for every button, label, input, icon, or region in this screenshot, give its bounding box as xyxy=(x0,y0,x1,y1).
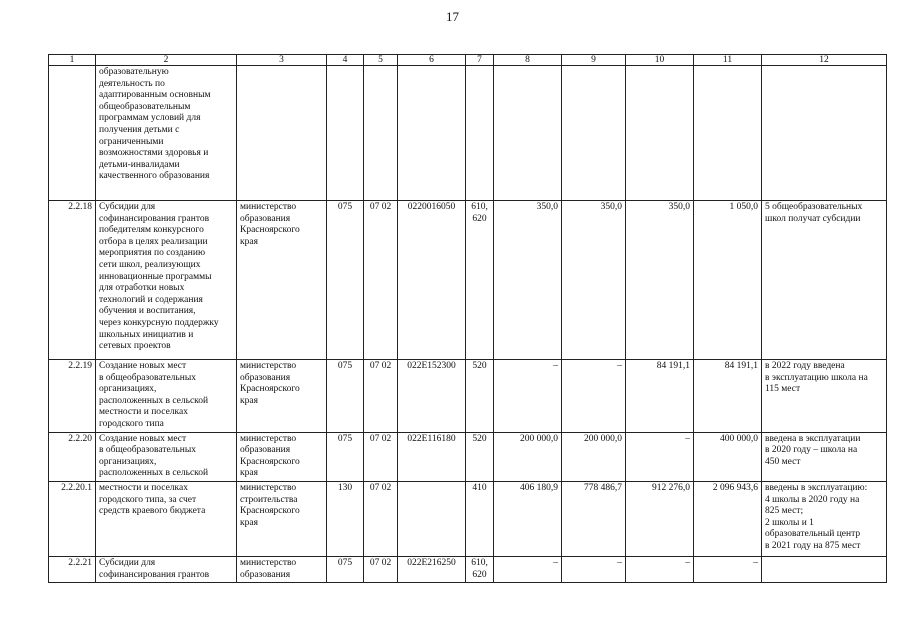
measure-name-line: организациях, xyxy=(99,384,157,395)
grbs-code: 075 xyxy=(327,432,364,481)
measure-name-line: образовательную xyxy=(99,67,169,77)
responsible-agency xyxy=(237,360,327,433)
expense-type-code xyxy=(466,481,494,556)
column-number-12: 12 xyxy=(762,55,887,66)
measure-name-line: обучения и воспитания, xyxy=(99,306,196,317)
amount-year-3: 84 191,1 xyxy=(626,360,694,433)
column-number-1: 1 xyxy=(49,55,96,66)
measure-name-line: местности и поселках xyxy=(99,407,188,418)
expense-type-code-line: 520 xyxy=(472,433,487,444)
section-code: 07 02 xyxy=(364,556,398,582)
grbs-code xyxy=(327,66,364,201)
amount-total: 84 191,1 xyxy=(694,360,762,433)
grbs-code: 075 xyxy=(327,556,364,582)
measure-name-line: софинансирования грантов xyxy=(99,569,210,580)
expense-type-code-line: 410 xyxy=(472,482,487,493)
measure-name-line: детьми-инвалидами xyxy=(99,159,180,170)
expected-result-line: 450 мест xyxy=(765,456,801,467)
target-article-code xyxy=(398,66,466,201)
expected-result xyxy=(762,432,887,481)
column-number-9: 9 xyxy=(562,55,626,66)
amount-year-2 xyxy=(562,66,626,201)
section-code: 07 02 xyxy=(364,360,398,433)
expected-result-line: 825 мест; xyxy=(765,506,804,517)
expense-type-code-line: 520 xyxy=(472,361,487,371)
measure-name-line: общеобразовательным xyxy=(99,101,191,112)
measure-name-line: в общеобразовательных xyxy=(99,445,196,456)
expected-result xyxy=(762,481,887,556)
row-number xyxy=(49,66,96,201)
responsible-agency-line: министерство xyxy=(240,202,297,212)
amount-year-2: 778 486,7 xyxy=(562,481,626,556)
expense-type-code xyxy=(466,556,494,582)
measure-name-line: средств краевого бюджета xyxy=(99,506,206,517)
responsible-agency-line: Красноярского xyxy=(240,225,300,236)
amount-year-1: 200 000,0 xyxy=(494,432,562,481)
responsible-agency xyxy=(237,432,327,481)
measure-name-line: получения детьми с xyxy=(99,124,180,135)
table-row xyxy=(49,201,887,360)
measure-name xyxy=(96,432,237,481)
target-article-code: 022E152300 xyxy=(398,360,466,433)
column-number-8: 8 xyxy=(494,55,562,66)
measure-name-line: расположенных в сельской xyxy=(99,395,209,406)
measure-name-line: возможностями здоровья и xyxy=(99,148,209,159)
responsible-agency-line: образования xyxy=(240,213,291,224)
measure-name-line: Субсидии для xyxy=(99,202,156,212)
responsible-agency xyxy=(237,201,327,360)
amount-total xyxy=(694,66,762,201)
section-code: 07 02 xyxy=(364,481,398,556)
section-code xyxy=(364,66,398,201)
measure-name-line: для отработки новых xyxy=(99,283,185,294)
measure-name-line: в общеобразовательных xyxy=(99,372,196,383)
row-number: 2.2.21 xyxy=(49,556,96,582)
expected-result-line: введена в эксплуатации xyxy=(765,433,861,444)
grbs-code: 075 xyxy=(327,360,364,433)
measure-name-line: качественного образования xyxy=(99,171,210,182)
measure-name-line: победителям конкурсного xyxy=(99,225,204,236)
table-row xyxy=(49,556,887,582)
table-row xyxy=(49,66,887,201)
responsible-agency-line: края xyxy=(240,517,258,528)
expected-result-line: 4 школы в 2020 году на xyxy=(765,494,860,505)
measure-name xyxy=(96,481,237,556)
measure-name-line: софинансирования грантов xyxy=(99,213,210,224)
target-article-code: 0220016050 xyxy=(398,201,466,360)
amount-total: 1 050,0 xyxy=(694,201,762,360)
row-number: 2.2.20 xyxy=(49,432,96,481)
responsible-agency-line: министерство xyxy=(240,361,297,371)
responsible-agency-line: образования xyxy=(240,569,291,580)
amount-year-2: 200 000,0 xyxy=(562,432,626,481)
expected-result-line: введены в эксплуатацию: xyxy=(765,482,868,493)
measure-name-line: деятельность по xyxy=(99,78,165,89)
grbs-code: 075 xyxy=(327,201,364,360)
amount-year-3: – xyxy=(626,432,694,481)
measure-name-line: программам условий для xyxy=(99,113,201,124)
grbs-code: 130 xyxy=(327,481,364,556)
row-number: 2.2.19 xyxy=(49,360,96,433)
measure-name-line: отбора в целях реализации xyxy=(99,236,208,247)
page-number: 17 xyxy=(446,9,459,24)
amount-year-1 xyxy=(494,66,562,201)
expected-result-line: школ получат субсидии xyxy=(765,213,861,224)
expected-result-line: образовательный центр xyxy=(765,529,861,540)
amount-year-2: – xyxy=(562,360,626,433)
measure-name-line: сетевых проектов xyxy=(99,341,171,352)
expected-result xyxy=(762,360,887,433)
column-number-6: 6 xyxy=(398,55,466,66)
expected-result-line: в 2021 году на 875 мест xyxy=(765,540,861,551)
column-number-11: 11 xyxy=(694,55,762,66)
table-row xyxy=(49,481,887,556)
measure-name-line: городского типа xyxy=(99,418,164,429)
expense-type-code xyxy=(466,432,494,481)
target-article-code: 022E216250 xyxy=(398,556,466,582)
amount-year-2: 350,0 xyxy=(562,201,626,360)
expected-result xyxy=(762,66,887,201)
measure-name-line: организациях, xyxy=(99,456,157,467)
responsible-agency-line: образования xyxy=(240,445,291,456)
responsible-agency-line: Красноярского xyxy=(240,456,300,467)
responsible-agency-line: края xyxy=(240,236,258,247)
amount-year-1: 350,0 xyxy=(494,201,562,360)
amount-total: – xyxy=(694,556,762,582)
measure-name-line: Создание новых мест xyxy=(99,361,187,371)
responsible-agency xyxy=(237,481,327,556)
measure-name-line: Субсидии для xyxy=(99,557,156,568)
amount-year-1: – xyxy=(494,360,562,433)
measure-name-line: городского типа, за счет xyxy=(99,494,197,505)
amount-year-3 xyxy=(626,66,694,201)
measure-name-line: ограниченными xyxy=(99,136,164,147)
amount-year-2: – xyxy=(562,556,626,582)
row-number: 2.2.20.1 xyxy=(49,481,96,556)
amount-year-3: – xyxy=(626,556,694,582)
responsible-agency-line: министерство xyxy=(240,433,297,444)
measure-name xyxy=(96,556,237,582)
measure-name-line: сети школ, реализующих xyxy=(99,259,201,270)
header-row xyxy=(49,55,887,66)
column-number-3: 3 xyxy=(237,55,327,66)
responsible-agency-line: Красноярского xyxy=(240,384,300,395)
responsible-agency-line: края xyxy=(240,468,258,479)
responsible-agency-line: Красноярского xyxy=(240,506,300,517)
amount-year-3: 350,0 xyxy=(626,201,694,360)
expense-type-code-line: 620 xyxy=(472,213,487,224)
measure-name xyxy=(96,201,237,360)
expected-result-line: 5 общеобразовательных xyxy=(765,202,863,212)
column-number-7: 7 xyxy=(466,55,494,66)
responsible-agency-line: образования xyxy=(240,372,291,383)
amount-year-1: 406 180,9 xyxy=(494,481,562,556)
responsible-agency-line: министерство xyxy=(240,557,297,568)
responsible-agency-line: министерство xyxy=(240,482,297,493)
measure-name-line: инновационные программы xyxy=(99,271,212,282)
program-table xyxy=(48,54,887,583)
section-code: 07 02 xyxy=(364,201,398,360)
column-number-10: 10 xyxy=(626,55,694,66)
expected-result-line: в эксплуатацию школа на xyxy=(765,372,868,383)
measure-name-line: через конкурсную поддержку xyxy=(99,317,219,328)
responsible-agency xyxy=(237,66,327,201)
measure-name xyxy=(96,360,237,433)
expected-result-line: 115 мест xyxy=(765,384,801,395)
row-number: 2.2.18 xyxy=(49,201,96,360)
table-row xyxy=(49,360,887,433)
responsible-agency xyxy=(237,556,327,582)
expected-result-line: в 2022 году введена xyxy=(765,361,845,371)
expected-result xyxy=(762,556,887,582)
column-number-2: 2 xyxy=(96,55,237,66)
expense-type-code xyxy=(466,66,494,201)
expense-type-code-line: 610, xyxy=(471,557,488,568)
expense-type-code-line: 610, xyxy=(471,202,488,212)
measure-name-line: адаптированным основным xyxy=(99,90,211,101)
measure-name-line: Создание новых мест xyxy=(99,433,187,444)
amount-total: 400 000,0 xyxy=(694,432,762,481)
expected-result xyxy=(762,201,887,360)
expense-type-code-line: 620 xyxy=(472,569,487,580)
responsible-agency-line: края xyxy=(240,395,258,406)
amount-total: 2 096 943,6 xyxy=(694,481,762,556)
measure-name-line: расположенных в сельской xyxy=(99,468,209,479)
target-article-code: 022E116180 xyxy=(398,432,466,481)
responsible-agency-line: строительства xyxy=(240,494,298,505)
target-article-code xyxy=(398,481,466,556)
table-row xyxy=(49,432,887,481)
amount-year-3: 912 276,0 xyxy=(626,481,694,556)
amount-year-1: – xyxy=(494,556,562,582)
column-number-4: 4 xyxy=(327,55,364,66)
expected-result-line: в 2020 году – школа на xyxy=(765,445,858,456)
measure-name-line: технологий и содержания xyxy=(99,294,203,305)
expected-result-line: 2 школы и 1 xyxy=(765,517,814,528)
measure-name-line: местности и поселках xyxy=(99,482,188,493)
measure-name-line: мероприятия по созданию xyxy=(99,248,206,259)
measure-name xyxy=(96,66,237,201)
column-number-5: 5 xyxy=(364,55,398,66)
expense-type-code xyxy=(466,201,494,360)
expense-type-code xyxy=(466,360,494,433)
measure-name-line: школьных инициатив и xyxy=(99,329,194,340)
section-code: 07 02 xyxy=(364,432,398,481)
